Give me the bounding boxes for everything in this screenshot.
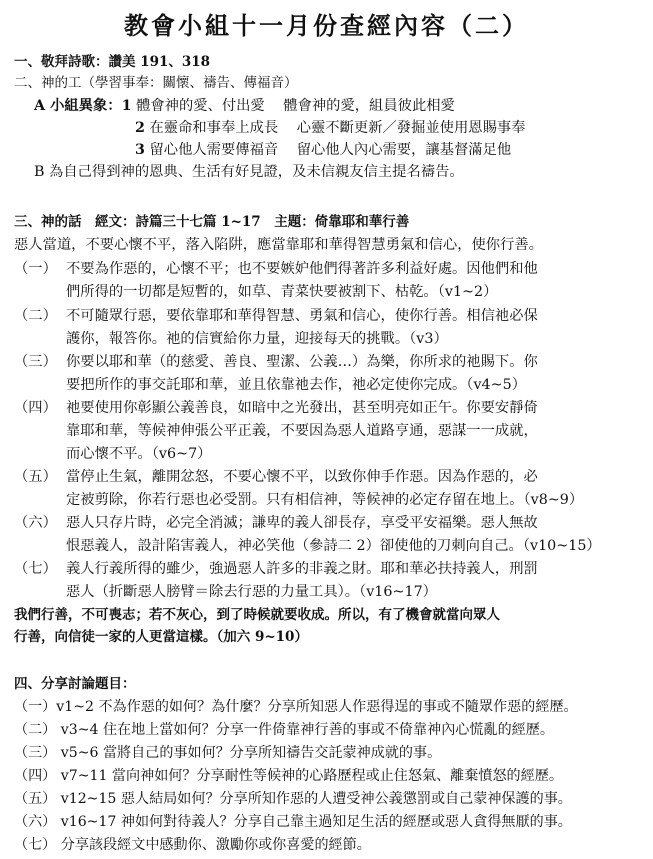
vision-row-1 xyxy=(34,96,645,116)
section-3-intro: 惡人當道，不要心懷不平，落入陷阱，應當靠耶和華得智慧勇氣和信心，使你行善。 xyxy=(14,237,543,253)
section-1-hymns: 一、敬拜詩歌：讚美 191、318 xyxy=(14,54,211,70)
point-4-line-1: 祂要使用你彰顯公義善良，如暗中之光發出，甚至明亮如正午。你要安靜倚 xyxy=(66,400,538,416)
point-7-line-2: 惡人（折斷惡人膀臂＝除去行惡的力量工具）。（v16~17） xyxy=(66,584,437,600)
vision-row-3 xyxy=(135,140,645,160)
prayer-item-b: B 為自己得到神的恩典、生活有好見證，及未信親友信主提名禱告。 xyxy=(34,164,464,180)
question-2: （二） v3~4 住在地上當如何？分享一件倚靠神行善的事或不倚靠神內心慌亂的經歷。 xyxy=(14,722,554,738)
point-5-line-1: 當停止生氣，離開忿怒，不要心懷不平，以致你伸手作惡。因為作惡的，必 xyxy=(66,469,538,485)
point-5-number: （五） xyxy=(14,469,57,485)
point-4-line-3: 而心懷不平。（v6~7） xyxy=(66,446,212,462)
vision-num-1: 1 xyxy=(121,98,132,114)
page-title: 教會小組十一月份查經內容（二） xyxy=(124,11,529,40)
point-6-number: （六） xyxy=(14,515,57,531)
point-5-line-2: 定被剪除，你若行惡也必受罰。只有相信神，等候神的必定存留在地上。（v8~9） xyxy=(66,492,584,508)
vision-right-1: 體會神的愛，組員彼此相愛 xyxy=(283,98,455,114)
point-4-number: （四） xyxy=(14,400,57,416)
point-3-number: （三） xyxy=(14,354,57,370)
vision-row-2 xyxy=(135,118,645,138)
question-4: （四） v7~11 當向神如何？分享耐性等候神的心路歷程或止住怒氣、離棄憤怒的經歷。 xyxy=(14,768,563,784)
question-5: （五） v12~15 惡人結局如何？分享所知作惡的人遭受神公義懲罰或自己蒙神保護的事。 xyxy=(14,791,572,807)
point-3-line-1: 你要以耶和華（的慈愛、善良、聖潔、公義…）為樂，你所求的祂賜下。你 xyxy=(66,354,538,370)
section-2-heading: 二、神的工（學習事奉：關懷、禱告、傳福音） xyxy=(14,75,298,91)
vision-left-3: 留心他人需要傳福音 xyxy=(149,142,279,158)
point-1-number: （一） xyxy=(14,261,57,277)
vision-num-3: 3 xyxy=(135,142,145,158)
point-6-line-2: 恨惡義人，設計陷害義人，神必笑他（參詩二 2）卻使他的刀刺向自己。（v10~15） xyxy=(66,538,601,554)
vision-right-2: 心靈不斷更新／發掘並使用恩賜事奉 xyxy=(296,120,526,136)
vision-label: A 小組異象： xyxy=(34,98,122,114)
point-2-line-2: 護你，報答你。祂的信實給你力量，迎接每天的挑戰。（v3） xyxy=(66,331,448,347)
point-1-line-2: 們所得的一切都是短暫的，如草、青菜快要被割下、枯乾。（v1~2） xyxy=(66,284,498,300)
point-2-number: （二） xyxy=(14,308,57,324)
point-6-line-1: 惡人只存片時，必完全消滅；謙卑的義人卻長存，享受平安福樂。惡人無故 xyxy=(66,515,538,531)
question-1: （一）v1~2 不為作惡的如何？為什麼？分享所知惡人作惡得逞的事或不隨眾作惡的經歷。 xyxy=(14,699,578,715)
vision-num-2: 2 xyxy=(135,120,145,136)
point-7-number: （七） xyxy=(14,561,57,577)
point-7-line-1: 義人行義所得的雖少，強過惡人許多的非義之財。耶和華必扶持義人，刑罰 xyxy=(66,561,538,577)
point-3-line-2: 要把所作的事交託耶和華，並且依靠祂去作，祂必定使你完成。（v4~5） xyxy=(66,377,527,393)
point-1-line-1: 不要為作惡的，心懷不平；也不要嫉妒他們得著許多利益好處。因他們和他 xyxy=(66,261,538,277)
question-3: （三） v5~6 當將自己的事如何？分享所知禱告交託蒙神成就的事。 xyxy=(14,745,442,761)
vision-left-2: 在靈命和事奉上成長 xyxy=(149,120,279,136)
section-3-heading: 三、神的話 經文：詩篇三十七篇 1~17 主題：倚靠耶和華行善 xyxy=(14,214,410,230)
closing-line-2: 行善，向信徒一家的人更當這樣。（加六 9~10） xyxy=(14,629,308,645)
point-4-line-2: 靠耶和華，等候神伸張公平正義，不要因為惡人道路亨通，惡謀一一成就， xyxy=(66,423,538,439)
vision-right-3: 留心他人內心需要，讓基督滿足他 xyxy=(296,142,512,158)
vision-left-1: 體會神的愛、付出愛 xyxy=(136,98,265,114)
closing-line-1: 我們行善，不可喪志；若不灰心，到了時候就要收成。所以，有了機會就當向眾人 xyxy=(14,607,500,623)
point-2-line-1: 不可隨眾行惡，要依靠耶和華得智慧、勇氣和信心，使你行善。相信祂必保 xyxy=(66,308,538,324)
question-7: （七） 分享該段經文中感動你、激勵你或你喜愛的經節。 xyxy=(14,837,371,853)
section-4-heading: 四、分享討論題目： xyxy=(14,676,136,692)
question-6: （六） v16~17 神如何對待義人？分享自己靠主過知足生活的經歷或惡人貪得無厭的事。 xyxy=(14,814,572,830)
